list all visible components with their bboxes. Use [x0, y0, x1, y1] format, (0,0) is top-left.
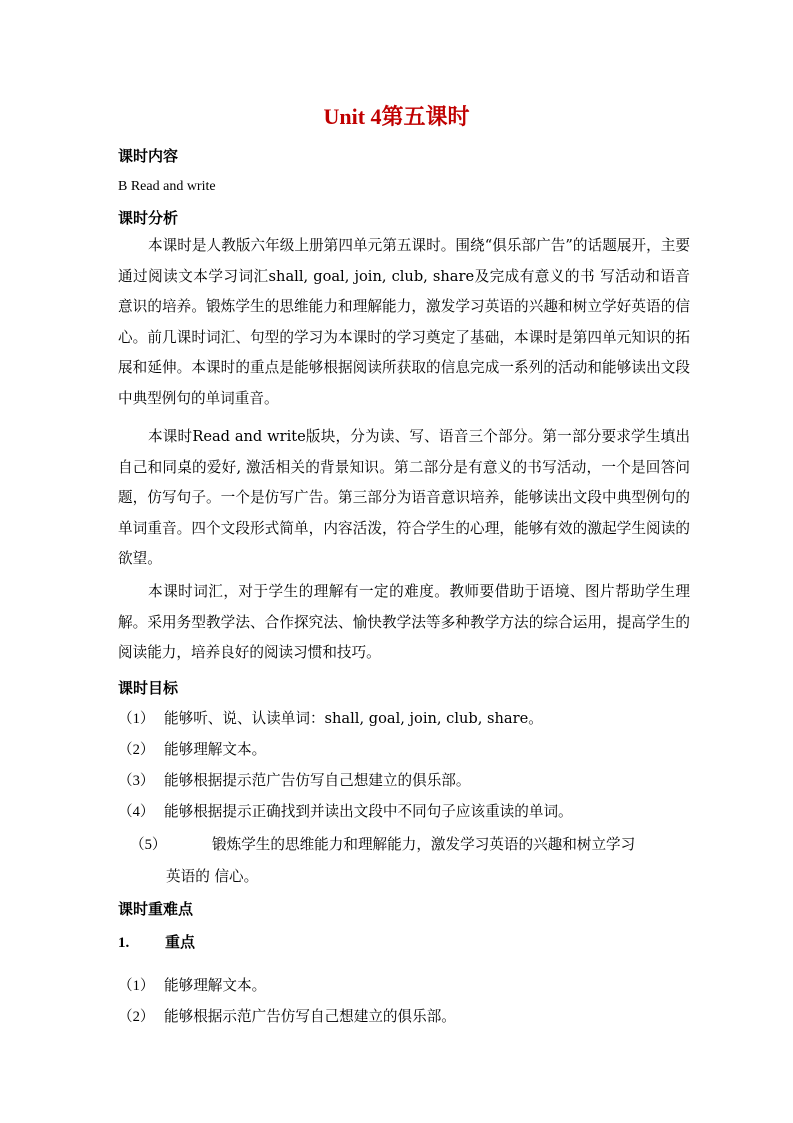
- goal-item-number: （5）: [130, 837, 167, 853]
- goal-item-text: 能够听、说、认读单词：shall, goal, join, club, share。: [164, 710, 543, 727]
- key-points-sub-number: 1.: [118, 935, 130, 951]
- goal-item-number: （1）: [118, 711, 155, 727]
- goal-item-number: （2）: [118, 742, 155, 758]
- goal-item-text-line-2: 英语的 信心。: [166, 868, 259, 885]
- goal-item-text: 能够理解文本。: [164, 741, 267, 758]
- section-heading-content: 课时内容: [118, 147, 179, 165]
- key-point-item-text: 能够理解文本。: [164, 977, 267, 994]
- goal-item-number: （3）: [118, 773, 155, 789]
- goal-item: [118, 740, 266, 760]
- goal-item: [118, 709, 543, 729]
- goal-item: [118, 771, 470, 791]
- section-heading-analysis: 课时分析: [118, 209, 179, 227]
- key-point-item-number: （2）: [118, 1009, 155, 1025]
- key-point-item-number: （1）: [118, 978, 155, 994]
- key-point-item-text: 能够根据示范广告仿写自己想建立的俱乐部。: [164, 1008, 456, 1025]
- goal-item: [130, 829, 690, 892]
- key-point-item: [118, 976, 266, 996]
- key-points-subheading: [118, 932, 195, 953]
- key-point-item: [118, 1007, 456, 1027]
- content-text: B Read and write: [118, 179, 216, 194]
- goal-item: [118, 802, 573, 822]
- goal-item-text-line-1: 锻炼学生的思维能力和理解能力，激发学习英语的兴趣和树立学习: [212, 836, 636, 853]
- section-heading-key-points: 课时重难点: [118, 900, 194, 918]
- goal-item-number: （4）: [118, 804, 155, 820]
- analysis-paragraph-3: 本课时词汇，对于学生的理解有一定的难度。教师要借助于语境、图片帮助学生理解。采用务型教学法、合作探究法、愉快教学法等多种教学方法的综合运用，提高学生的阅读能力，培养良好的阅读习惯和技巧。: [118, 583, 690, 661]
- document-title: Unit 4第五课时: [323, 104, 470, 129]
- analysis-paragraph-1: 本课时是人教版六年级上册第四单元第五课时。围绕“俱乐部广告”的话题展开，主要通过阅读文本学习词汇shall, goal, join, club, share及完成有意义的书 写活动和语音意识的培养。锻炼学生的思维能力和理解能力，激发学习英语的兴趣和树立学好英语的信心。前几课时词汇、句型的学习为本课时的学习奠定了基础，本课时是第四单元知识的拓展和延伸。本课时的重点是能够根据阅读所获取的信息完成一系列的活动和能够读出文段中典型例句的单词重音。: [118, 237, 690, 407]
- goal-item-text: 能够根据提示正确找到并读出文段中不同句子应该重读的单词。: [164, 803, 573, 820]
- analysis-paragraph-2: 本课时Read and write版块，分为读、写、语音三个部分。第一部分要求学生填出自己和同桌的爱好, 激活相关的背景知识。第二部分是有意义的书写活动，一个是回答问题，仿写句子。一个是仿写广告。第三部分为语音意识培养，能够读出文段中典型例句的单词重音。四个文段形式简单，内容活泼，符合学生的心理，能够有效的激起学生阅读的欲望。: [118, 428, 690, 567]
- key-points-sub-title: 重点: [165, 933, 196, 951]
- goal-item-text: 能够根据提示范广告仿写自己想建立的俱乐部。: [164, 772, 471, 789]
- section-heading-goals: 课时目标: [118, 679, 179, 697]
